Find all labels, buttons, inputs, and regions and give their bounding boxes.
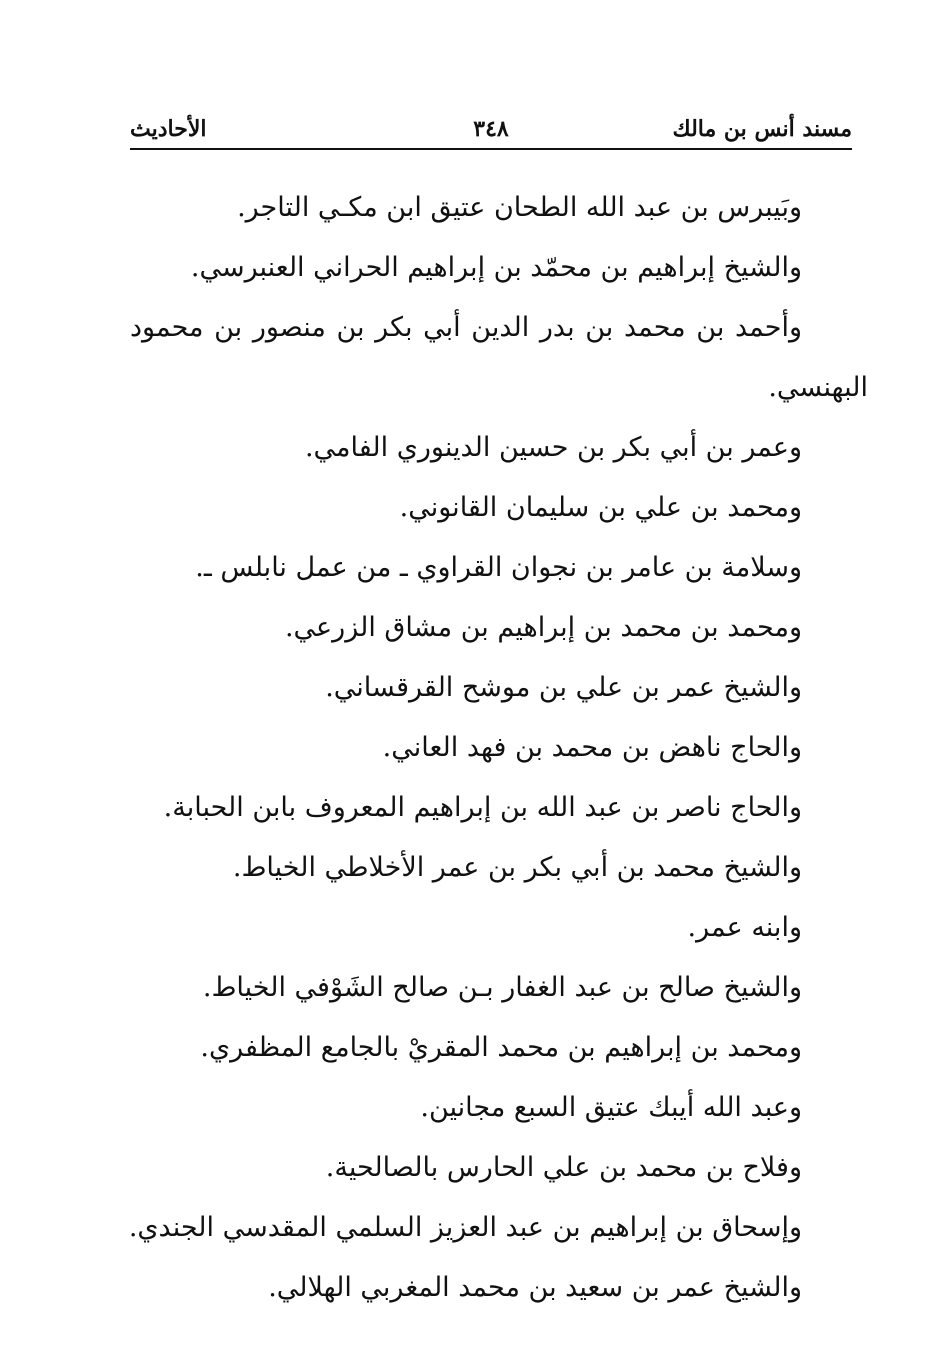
text-line-continuation: البهنسي. xyxy=(768,372,868,403)
text-line: والشيخ إبراهيم بن محمّد بن إبراهيم الحراني العنبرسي. xyxy=(190,252,802,283)
page-header xyxy=(130,112,852,146)
header-rule xyxy=(130,148,852,150)
text-line: والشيخ عمر بن علي بن موشح القرقساني. xyxy=(325,672,802,703)
text-line: وعبد الله أيبك عتيق السبع مجانين. xyxy=(420,1092,802,1123)
page-number: ٣٤٨ xyxy=(473,116,509,142)
text-line: والشيخ محمد بن أبي بكر بن عمر الأخلاطي الخياط. xyxy=(232,852,802,883)
book-title: مسند أنس بن مالك xyxy=(672,116,852,142)
text-line: وأحمد بن محمد بن بدر الدين أبي بكر بن منصور بن محمود xyxy=(130,312,802,343)
text-line: والشيخ عمر بن سعيد بن محمد المغربي الهلالي. xyxy=(268,1272,802,1303)
text-line: والشيخ صالح بن عبد الغفار بـن صالح الشَوْفي الخياط. xyxy=(202,972,802,1003)
text-line: وابنه عمر. xyxy=(687,912,802,943)
text-line: وبَيبرس بن عبد الله الطحان عتيق ابن مكـي التاجر. xyxy=(237,192,802,223)
text-line: وفلاح بن محمد بن علي الحارس بالصالحية. xyxy=(325,1152,802,1183)
text-line: ومحمد بن إبراهيم بن محمد المقريْ بالجامع المظفري. xyxy=(200,1032,802,1063)
body-text xyxy=(128,178,868,1318)
text-line: والحاج ناهض بن محمد بن فهد العاني. xyxy=(382,732,802,763)
text-line: ومحمد بن محمد بن إبراهيم بن مشاق الزرعي. xyxy=(284,612,802,643)
text-line: ومحمد بن علي بن سليمان القانوني. xyxy=(399,492,802,523)
text-line: وإسحاق بن إبراهيم بن عبد العزيز السلمي المقدسي الجندي. xyxy=(128,1212,802,1243)
text-line: وسلامة بن عامر بن نجوان القراوي ـ من عمل نابلس ـ. xyxy=(195,552,802,583)
text-line: والحاج ناصر بن عبد الله بن إبراهيم المعروف بابن الحبابة. xyxy=(163,792,802,823)
section-title: الأحاديث xyxy=(130,116,207,142)
text-line: وعمر بن أبي بكر بن حسين الدينوري الفامي. xyxy=(304,432,802,463)
